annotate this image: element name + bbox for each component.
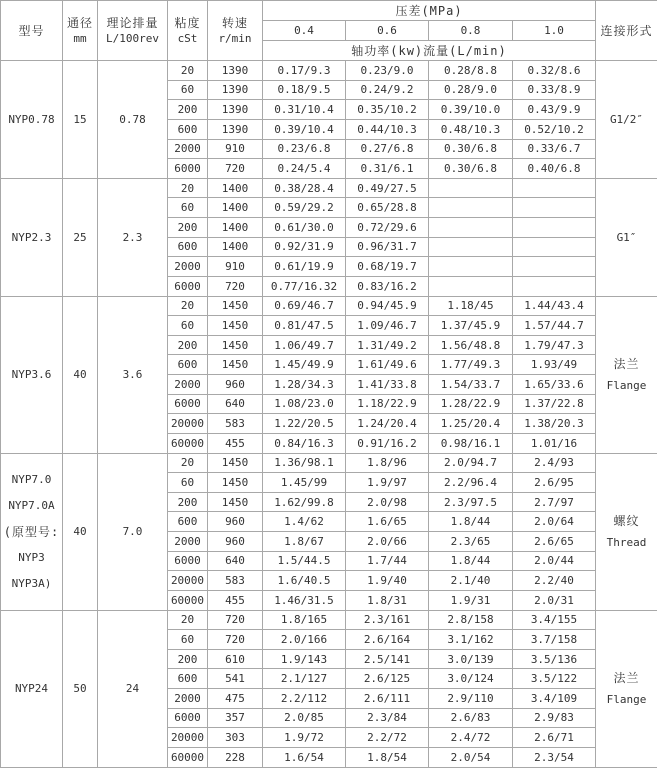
value-cell: 2.6/111 (346, 689, 429, 709)
value-cell (513, 276, 596, 296)
value-cell: 2.0/54 (429, 747, 513, 767)
value-cell: 1.79/47.3 (513, 335, 596, 355)
value-cell: 1.46/31.5 (263, 590, 346, 610)
connection-cell-line: 螺纹 (613, 513, 640, 528)
viscosity-cell: 2000 (168, 375, 208, 395)
value-cell: 2.6/83 (429, 708, 513, 728)
speed-cell: 910 (208, 139, 263, 159)
value-cell: 1.31/49.2 (346, 335, 429, 355)
speed-cell: 303 (208, 728, 263, 748)
diameter-cell: 50 (63, 610, 98, 768)
value-cell: 2.6/95 (513, 473, 596, 493)
speed-cell: 541 (208, 669, 263, 689)
viscosity-cell: 200 (168, 100, 208, 120)
viscosity-cell: 20 (168, 61, 208, 81)
displacement-cell: 7.0 (98, 453, 168, 610)
value-cell: 1.22/20.5 (263, 414, 346, 434)
value-cell: 0.43/9.9 (513, 100, 596, 120)
speed-cell: 1390 (208, 61, 263, 81)
value-cell: 0.96/31.7 (346, 237, 429, 257)
value-cell: 1.57/44.7 (513, 316, 596, 336)
value-cell: 1.8/165 (263, 610, 346, 630)
viscosity-cell: 2000 (168, 139, 208, 159)
header-pressure-0-6: 0.6 (346, 21, 429, 41)
speed-cell: 960 (208, 375, 263, 395)
value-cell: 2.2/40 (513, 571, 596, 591)
header-viscosity-unit: cSt (177, 31, 198, 45)
value-cell: 2.6/125 (346, 669, 429, 689)
speed-cell: 1400 (208, 218, 263, 238)
value-cell: 2.5/141 (346, 649, 429, 669)
value-cell: 0.35/10.2 (346, 100, 429, 120)
speed-cell: 228 (208, 747, 263, 767)
value-cell: 0.18/9.5 (263, 80, 346, 100)
value-cell: 3.1/162 (429, 630, 513, 650)
value-cell: 0.59/29.2 (263, 198, 346, 218)
viscosity-cell: 200 (168, 218, 208, 238)
header-connection: 连接形式 (596, 1, 657, 61)
value-cell: 0.32/8.6 (513, 61, 596, 81)
value-cell: 1.28/34.3 (263, 375, 346, 395)
value-cell: 2.3/84 (346, 708, 429, 728)
speed-cell: 1390 (208, 100, 263, 120)
value-cell: 2.0/98 (346, 492, 429, 512)
value-cell: 1.9/31 (429, 590, 513, 610)
value-cell: 1.77/49.3 (429, 355, 513, 375)
speed-cell: 1390 (208, 80, 263, 100)
value-cell: 2.0/64 (513, 512, 596, 532)
value-cell: 0.44/10.3 (346, 119, 429, 139)
value-cell (513, 237, 596, 257)
diameter-cell: 25 (63, 178, 98, 296)
value-cell: 0.28/9.0 (429, 80, 513, 100)
header-model: 型号 (1, 1, 63, 61)
value-cell: 1.54/33.7 (429, 375, 513, 395)
table-body (1, 61, 657, 768)
speed-cell: 1450 (208, 492, 263, 512)
value-cell: 1.38/20.3 (513, 414, 596, 434)
header-displacement-cn: 理论排量 (106, 15, 159, 30)
header-pressure: 压差(MPa) (263, 1, 596, 21)
value-cell: 1.65/33.6 (513, 375, 596, 395)
value-cell (429, 237, 513, 257)
value-cell: 1.45/49.9 (263, 355, 346, 375)
value-cell: 1.8/44 (429, 551, 513, 571)
value-cell: 2.0/66 (346, 532, 429, 552)
speed-cell: 1400 (208, 198, 263, 218)
header-viscosity-cn: 粘度 (174, 15, 201, 30)
value-cell (513, 257, 596, 277)
value-cell: 2.1/40 (429, 571, 513, 591)
viscosity-cell: 200 (168, 335, 208, 355)
value-cell: 0.91/16.2 (346, 433, 429, 453)
value-cell: 3.0/139 (429, 649, 513, 669)
value-cell: 1.6/54 (263, 747, 346, 767)
value-cell: 0.69/46.7 (263, 296, 346, 316)
value-cell: 1.37/22.8 (513, 394, 596, 414)
viscosity-cell: 600 (168, 355, 208, 375)
viscosity-cell: 200 (168, 492, 208, 512)
header-power-flow: 轴功率(kw)流量(L/min) (263, 41, 596, 61)
value-cell: 1.28/22.9 (429, 394, 513, 414)
value-cell: 1.8/44 (429, 512, 513, 532)
speed-cell: 720 (208, 276, 263, 296)
speed-cell: 1450 (208, 453, 263, 473)
header-diameter (63, 1, 98, 61)
connection-cell (596, 453, 657, 610)
value-cell: 1.09/46.7 (346, 316, 429, 336)
header-speed-unit: r/min (218, 31, 252, 45)
header-speed (208, 1, 263, 61)
connection-cell (596, 610, 657, 768)
value-cell: 1.6/40.5 (263, 571, 346, 591)
value-cell: 0.28/8.8 (429, 61, 513, 81)
connection-cell-line: 法兰 (613, 670, 640, 685)
connection-cell: G1″ (596, 178, 657, 296)
value-cell: 2.2/96.4 (429, 473, 513, 493)
value-cell: 1.18/45 (429, 296, 513, 316)
value-cell: 0.65/28.8 (346, 198, 429, 218)
speed-cell: 1450 (208, 473, 263, 493)
value-cell: 2.4/93 (513, 453, 596, 473)
value-cell: 2.3/97.5 (429, 492, 513, 512)
viscosity-cell: 6000 (168, 708, 208, 728)
viscosity-cell: 60 (168, 198, 208, 218)
value-cell (513, 198, 596, 218)
value-cell: 1.7/44 (346, 551, 429, 571)
value-cell: 2.2/112 (263, 689, 346, 709)
speed-cell: 583 (208, 571, 263, 591)
viscosity-cell: 600 (168, 237, 208, 257)
table-row (1, 61, 657, 81)
viscosity-cell: 6000 (168, 276, 208, 296)
viscosity-cell: 20000 (168, 414, 208, 434)
speed-cell: 720 (208, 159, 263, 179)
table-row (1, 453, 657, 473)
viscosity-cell: 6000 (168, 551, 208, 571)
value-cell: 0.38/28.4 (263, 178, 346, 198)
value-cell: 2.0/94.7 (429, 453, 513, 473)
value-cell (429, 257, 513, 277)
header-displacement (98, 1, 168, 61)
value-cell: 1.08/23.0 (263, 394, 346, 414)
connection-cell-line: Flange (606, 692, 647, 706)
model-cell-line: NYP7.0 (11, 472, 52, 486)
value-cell (429, 218, 513, 238)
value-cell: 2.3/65 (429, 532, 513, 552)
value-cell: 1.45/99 (263, 473, 346, 493)
value-cell: 2.0/166 (263, 630, 346, 650)
value-cell: 0.92/31.9 (263, 237, 346, 257)
value-cell: 0.30/6.8 (429, 159, 513, 179)
value-cell: 1.9/143 (263, 649, 346, 669)
value-cell: 1.62/99.8 (263, 492, 346, 512)
value-cell: 2.1/127 (263, 669, 346, 689)
value-cell: 2.0/31 (513, 590, 596, 610)
value-cell: 1.93/49 (513, 355, 596, 375)
value-cell: 0.52/10.2 (513, 119, 596, 139)
speed-cell: 960 (208, 532, 263, 552)
value-cell (513, 218, 596, 238)
value-cell: 1.24/20.4 (346, 414, 429, 434)
value-cell: 1.37/45.9 (429, 316, 513, 336)
connection-cell-line: 法兰 (613, 356, 640, 371)
value-cell: 1.4/62 (263, 512, 346, 532)
value-cell: 1.18/22.9 (346, 394, 429, 414)
value-cell: 2.0/85 (263, 708, 346, 728)
value-cell: 1.8/96 (346, 453, 429, 473)
viscosity-cell: 20000 (168, 571, 208, 591)
value-cell: 0.24/9.2 (346, 80, 429, 100)
viscosity-cell: 60 (168, 473, 208, 493)
connection-cell-line: Flange (606, 378, 647, 392)
value-cell: 1.9/40 (346, 571, 429, 591)
value-cell: 2.6/65 (513, 532, 596, 552)
value-cell: 1.41/33.8 (346, 375, 429, 395)
value-cell: 2.2/72 (346, 728, 429, 748)
viscosity-cell: 200 (168, 649, 208, 669)
model-cell-line: NYP7.0A (8, 498, 55, 512)
viscosity-cell: 2000 (168, 689, 208, 709)
viscosity-cell: 60000 (168, 590, 208, 610)
viscosity-cell: 60000 (168, 747, 208, 767)
speed-cell: 455 (208, 590, 263, 610)
header-diameter-cn: 通径 (66, 15, 93, 30)
value-cell: 0.39/10.4 (263, 119, 346, 139)
model-cell (1, 453, 63, 610)
value-cell: 1.25/20.4 (429, 414, 513, 434)
diameter-cell: 40 (63, 296, 98, 453)
value-cell: 0.68/19.7 (346, 257, 429, 277)
displacement-cell: 0.78 (98, 61, 168, 179)
value-cell: 0.48/10.3 (429, 119, 513, 139)
header-viscosity (168, 1, 208, 61)
value-cell: 3.5/122 (513, 669, 596, 689)
value-cell: 0.24/5.4 (263, 159, 346, 179)
value-cell: 0.33/6.7 (513, 139, 596, 159)
viscosity-cell: 20 (168, 453, 208, 473)
viscosity-cell: 2000 (168, 532, 208, 552)
value-cell: 0.27/6.8 (346, 139, 429, 159)
table-row (1, 296, 657, 316)
value-cell: 3.4/155 (513, 610, 596, 630)
value-cell: 0.17/9.3 (263, 61, 346, 81)
value-cell: 0.40/6.8 (513, 159, 596, 179)
value-cell: 3.5/136 (513, 649, 596, 669)
speed-cell: 357 (208, 708, 263, 728)
viscosity-cell: 6000 (168, 394, 208, 414)
value-cell: 0.23/6.8 (263, 139, 346, 159)
value-cell: 1.8/67 (263, 532, 346, 552)
speed-cell: 720 (208, 610, 263, 630)
value-cell: 2.9/110 (429, 689, 513, 709)
header-row-1 (1, 1, 657, 21)
value-cell: 0.84/16.3 (263, 433, 346, 453)
value-cell (513, 178, 596, 198)
model-cell: NYP0.78 (1, 61, 63, 179)
speed-cell: 1400 (208, 178, 263, 198)
model-cell-line: NYP3 (18, 550, 45, 564)
viscosity-cell: 600 (168, 512, 208, 532)
table-row (1, 610, 657, 630)
speed-cell: 910 (208, 257, 263, 277)
speed-cell: 1390 (208, 119, 263, 139)
value-cell: 1.56/48.8 (429, 335, 513, 355)
viscosity-cell: 60 (168, 630, 208, 650)
speed-cell: 960 (208, 512, 263, 532)
viscosity-cell: 600 (168, 119, 208, 139)
model-cell: NYP2.3 (1, 178, 63, 296)
value-cell: 0.39/10.0 (429, 100, 513, 120)
viscosity-cell: 60000 (168, 433, 208, 453)
value-cell (429, 198, 513, 218)
viscosity-cell: 2000 (168, 257, 208, 277)
model-cell: NYP24 (1, 610, 63, 768)
value-cell: 0.49/27.5 (346, 178, 429, 198)
value-cell: 0.33/8.9 (513, 80, 596, 100)
value-cell: 0.72/29.6 (346, 218, 429, 238)
speed-cell: 475 (208, 689, 263, 709)
header-pressure-0-4: 0.4 (263, 21, 346, 41)
speed-cell: 1450 (208, 355, 263, 375)
value-cell: 1.61/49.6 (346, 355, 429, 375)
speed-cell: 640 (208, 394, 263, 414)
value-cell: 0.31/10.4 (263, 100, 346, 120)
model-cell-line: NYP3A) (11, 576, 52, 590)
connection-cell-line: Thread (606, 535, 647, 549)
value-cell: 0.31/6.1 (346, 159, 429, 179)
value-cell: 2.3/161 (346, 610, 429, 630)
value-cell: 2.6/164 (346, 630, 429, 650)
value-cell: 0.98/16.1 (429, 433, 513, 453)
displacement-cell: 2.3 (98, 178, 168, 296)
viscosity-cell: 20 (168, 178, 208, 198)
value-cell: 0.77/16.32 (263, 276, 346, 296)
viscosity-cell: 6000 (168, 159, 208, 179)
value-cell (429, 276, 513, 296)
value-cell: 1.8/31 (346, 590, 429, 610)
speed-cell: 610 (208, 649, 263, 669)
viscosity-cell: 20 (168, 610, 208, 630)
speed-cell: 1450 (208, 335, 263, 355)
table-row (1, 178, 657, 198)
value-cell: 1.8/54 (346, 747, 429, 767)
value-cell: 2.0/44 (513, 551, 596, 571)
value-cell: 2.8/158 (429, 610, 513, 630)
diameter-cell: 40 (63, 453, 98, 610)
value-cell: 0.23/9.0 (346, 61, 429, 81)
value-cell: 3.0/124 (429, 669, 513, 689)
value-cell: 2.3/54 (513, 747, 596, 767)
viscosity-cell: 60 (168, 316, 208, 336)
speed-cell: 1450 (208, 296, 263, 316)
value-cell: 1.44/43.4 (513, 296, 596, 316)
header-pressure-1-0: 1.0 (513, 21, 596, 41)
value-cell: 0.81/47.5 (263, 316, 346, 336)
value-cell: 0.83/16.2 (346, 276, 429, 296)
displacement-cell: 24 (98, 610, 168, 768)
speed-cell: 455 (208, 433, 263, 453)
value-cell (429, 178, 513, 198)
value-cell: 0.61/30.0 (263, 218, 346, 238)
value-cell: 2.9/83 (513, 708, 596, 728)
value-cell: 1.6/65 (346, 512, 429, 532)
value-cell: 0.30/6.8 (429, 139, 513, 159)
diameter-cell: 15 (63, 61, 98, 179)
value-cell: 3.4/109 (513, 689, 596, 709)
value-cell: 0.61/19.9 (263, 257, 346, 277)
header-diameter-unit: mm (73, 31, 87, 45)
header-pressure-0-8: 0.8 (429, 21, 513, 41)
header-speed-cn: 转速 (221, 15, 248, 30)
value-cell: 1.36/98.1 (263, 453, 346, 473)
table-header (1, 1, 657, 61)
speed-cell: 1400 (208, 237, 263, 257)
value-cell: 3.7/158 (513, 630, 596, 650)
viscosity-cell: 600 (168, 669, 208, 689)
value-cell: 1.01/16 (513, 433, 596, 453)
model-cell-line: (原型号: (3, 524, 60, 539)
viscosity-cell: 60 (168, 80, 208, 100)
value-cell: 1.9/72 (263, 728, 346, 748)
displacement-cell: 3.6 (98, 296, 168, 453)
connection-cell (596, 296, 657, 453)
value-cell: 2.6/71 (513, 728, 596, 748)
value-cell: 2.4/72 (429, 728, 513, 748)
header-displacement-unit: L/100rev (106, 31, 159, 45)
value-cell: 1.5/44.5 (263, 551, 346, 571)
value-cell: 1.06/49.7 (263, 335, 346, 355)
model-cell: NYP3.6 (1, 296, 63, 453)
viscosity-cell: 20 (168, 296, 208, 316)
speed-cell: 720 (208, 630, 263, 650)
value-cell: 1.9/97 (346, 473, 429, 493)
speed-cell: 1450 (208, 316, 263, 336)
value-cell: 0.94/45.9 (346, 296, 429, 316)
viscosity-cell: 20000 (168, 728, 208, 748)
value-cell: 2.7/97 (513, 492, 596, 512)
connection-cell: G1/2″ (596, 61, 657, 179)
speed-cell: 583 (208, 414, 263, 434)
speed-cell: 640 (208, 551, 263, 571)
